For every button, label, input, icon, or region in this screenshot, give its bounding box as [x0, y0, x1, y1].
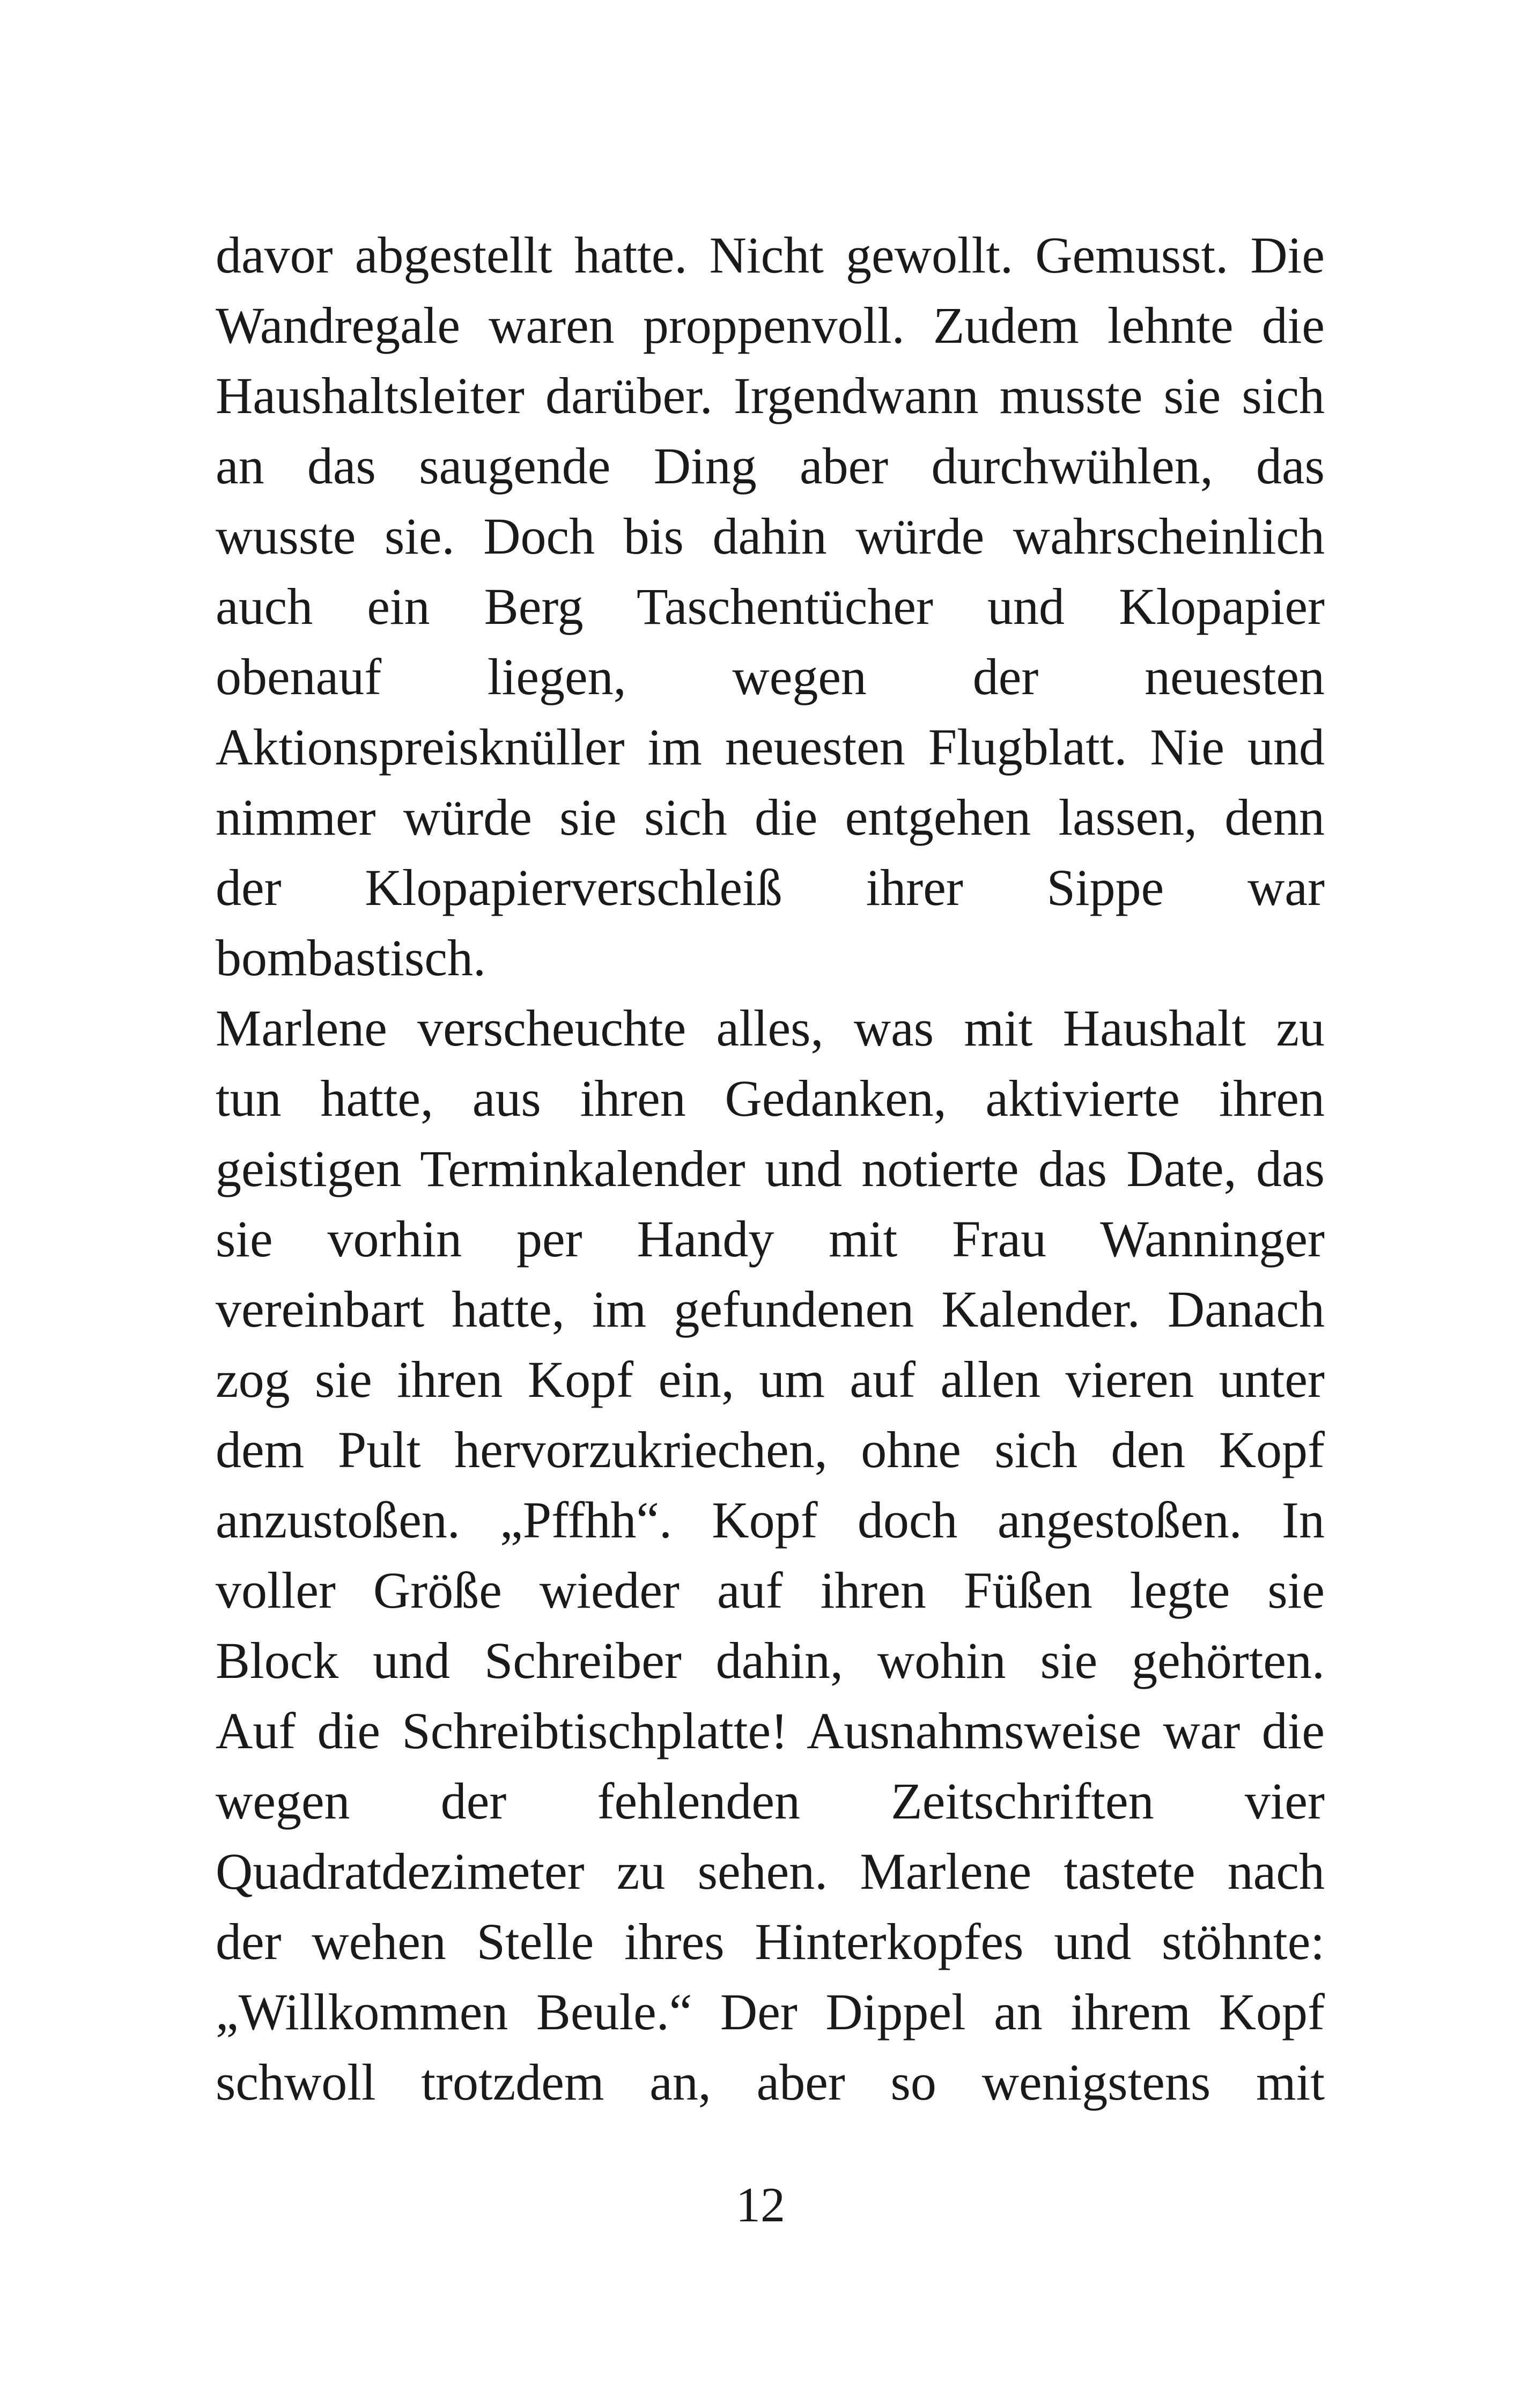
- text-line: wusste sie. Doch bis dahin würde wahrscheinlich: [216, 507, 1325, 565]
- page-number: 12: [736, 2177, 785, 2232]
- text-line: dem Pult hervorzukriechen, ohne sich den Kopf: [216, 1421, 1325, 1478]
- text-line: der Klopapierverschleiß ihrer Sippe war: [216, 859, 1325, 916]
- text-line: Quadratdezimeter zu sehen. Marlene tastete nach: [216, 1843, 1325, 1900]
- text-line: davor abgestellt hatte. Nicht gewollt. Gemusst. Die: [216, 226, 1325, 284]
- text-line: „Willkommen Beule.“ Der Dippel an ihrem Kopf: [216, 1983, 1325, 2041]
- text-line: vereinbart hatte, im gefundenen Kalender. Danach: [216, 1280, 1325, 1338]
- text-line: Auf die Schreibtischplatte! Ausnahmsweise war die: [216, 1702, 1325, 1759]
- text-line: zog sie ihren Kopf ein, um auf allen vieren unter: [216, 1351, 1325, 1408]
- text-line: nimmer würde sie sich die entgehen lassen, denn: [216, 789, 1325, 846]
- text-line: obenauf liegen, wegen der neuesten: [216, 648, 1325, 705]
- text-line: der wehen Stelle ihres Hinterkopfes und stöhnte:: [216, 1913, 1325, 1970]
- text-line: Haushaltsleiter darüber. Irgendwann musste sie sich: [216, 367, 1325, 424]
- text-line: anzustoßen. „Pffhh“. Kopf doch angestoßen. In: [216, 1491, 1325, 1549]
- text-line: tun hatte, aus ihren Gedanken, aktivierte ihren: [216, 1070, 1325, 1127]
- text-line: auch ein Berg Taschentücher und Klopapier: [216, 578, 1325, 635]
- paragraph-end-line: bombastisch.: [216, 929, 486, 986]
- text-line: Block und Schreiber dahin, wohin sie gehörten.: [216, 1632, 1325, 1689]
- text-line: Wandregale waren proppenvoll. Zudem lehnte die: [216, 297, 1325, 354]
- text-line: geistigen Terminkalender und notierte das Date, das: [216, 1140, 1325, 1197]
- text-line: Marlene verscheuchte alles, was mit Haushalt zu: [216, 999, 1325, 1057]
- text-line: wegen der fehlenden Zeitschriften vier: [216, 1772, 1325, 1830]
- text-line: sie vorhin per Handy mit Frau Wanninger: [216, 1210, 1325, 1268]
- body-text: [216, 220, 1325, 2117]
- text-line: schwoll trotzdem an, aber so wenigstens mit: [216, 2053, 1325, 2111]
- text-line: an das saugende Ding aber durchwühlen, das: [216, 437, 1325, 495]
- text-line: Aktionspreisknüller im neuesten Flugblatt. Nie und: [216, 718, 1325, 776]
- text-line: voller Größe wieder auf ihren Füßen legte sie: [216, 1562, 1325, 1619]
